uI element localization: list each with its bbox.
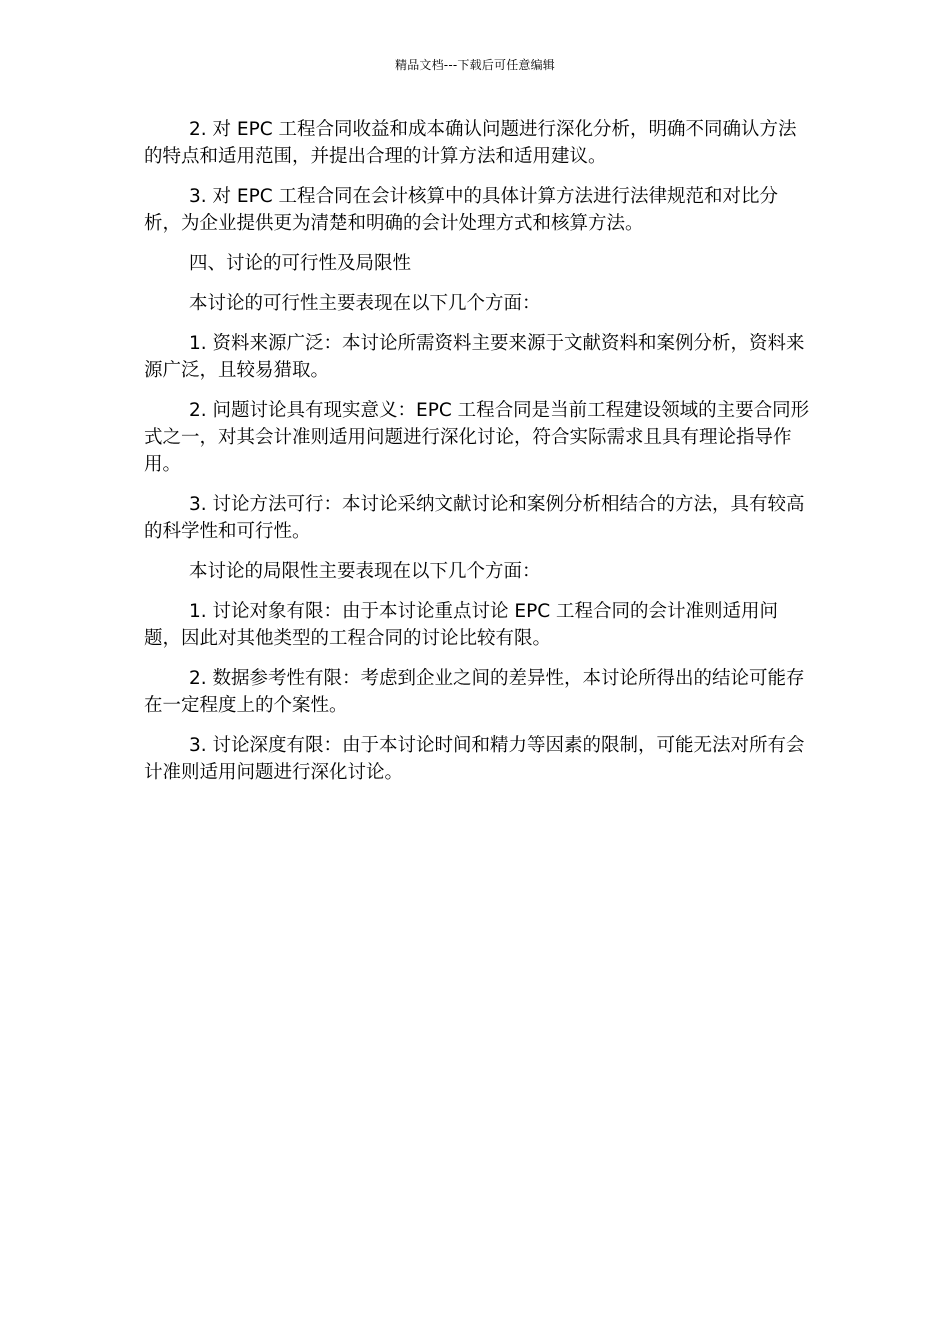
paragraph-limitation-2: 2. 数据参考性有限：考虑到企业之间的差异性，本讨论所得出的结论可能存在一定程度上的个案性。 [144, 668, 805, 716]
paragraph-limitation-1: 1. 讨论对象有限：由于本讨论重点讨论 EPC 工程合同的会计准则适用问题，因此对其他类型的工程合同的讨论比较有限。 [144, 601, 779, 649]
paragraph-feasibility-intro: 本讨论的可行性主要表现在以下几个方面： [189, 293, 541, 314]
paragraph-feasibility-3: 3. 讨论方法可行：本讨论采纳文献讨论和案例分析相结合的方法，具有较高的科学性和可行性。 [144, 494, 805, 542]
paragraph-limitations-intro: 本讨论的局限性主要表现在以下几个方面： [189, 561, 541, 582]
section-heading-feasibility: 四、讨论的可行性及局限性 [189, 253, 412, 274]
document-body [144, 116, 810, 799]
paragraph-goal-3: 3. 对 EPC 工程合同在会计核算中的具体计算方法进行法律规范和对比分析，为企业提供更为清楚和明确的会计处理方式和核算方法。 [144, 186, 779, 234]
paragraph-goal-2: 2. 对 EPC 工程合同收益和成本确认问题进行深化分析，明确不同确认方法的特点和适用范围，并提出合理的计算方法和适用建议。 [144, 119, 797, 167]
paragraph-feasibility-1: 1. 资料来源广泛：本讨论所需资料主要来源于文献资料和案例分析，资料来源广泛，且较易猎取。 [144, 333, 805, 381]
paragraph-limitation-3: 3. 讨论深度有限：由于本讨论时间和精力等因素的限制，可能无法对所有会计准则适用问题进行深化讨论。 [144, 735, 805, 783]
paragraph-feasibility-2: 2. 问题讨论具有现实意义：EPC 工程合同是当前工程建设领域的主要合同形式之一，对其会计准则适用问题进行深化讨论，符合实际需求且具有理论指导作用。 [144, 400, 810, 475]
page-header: 精品文档---下载后可任意编辑 [395, 58, 555, 72]
